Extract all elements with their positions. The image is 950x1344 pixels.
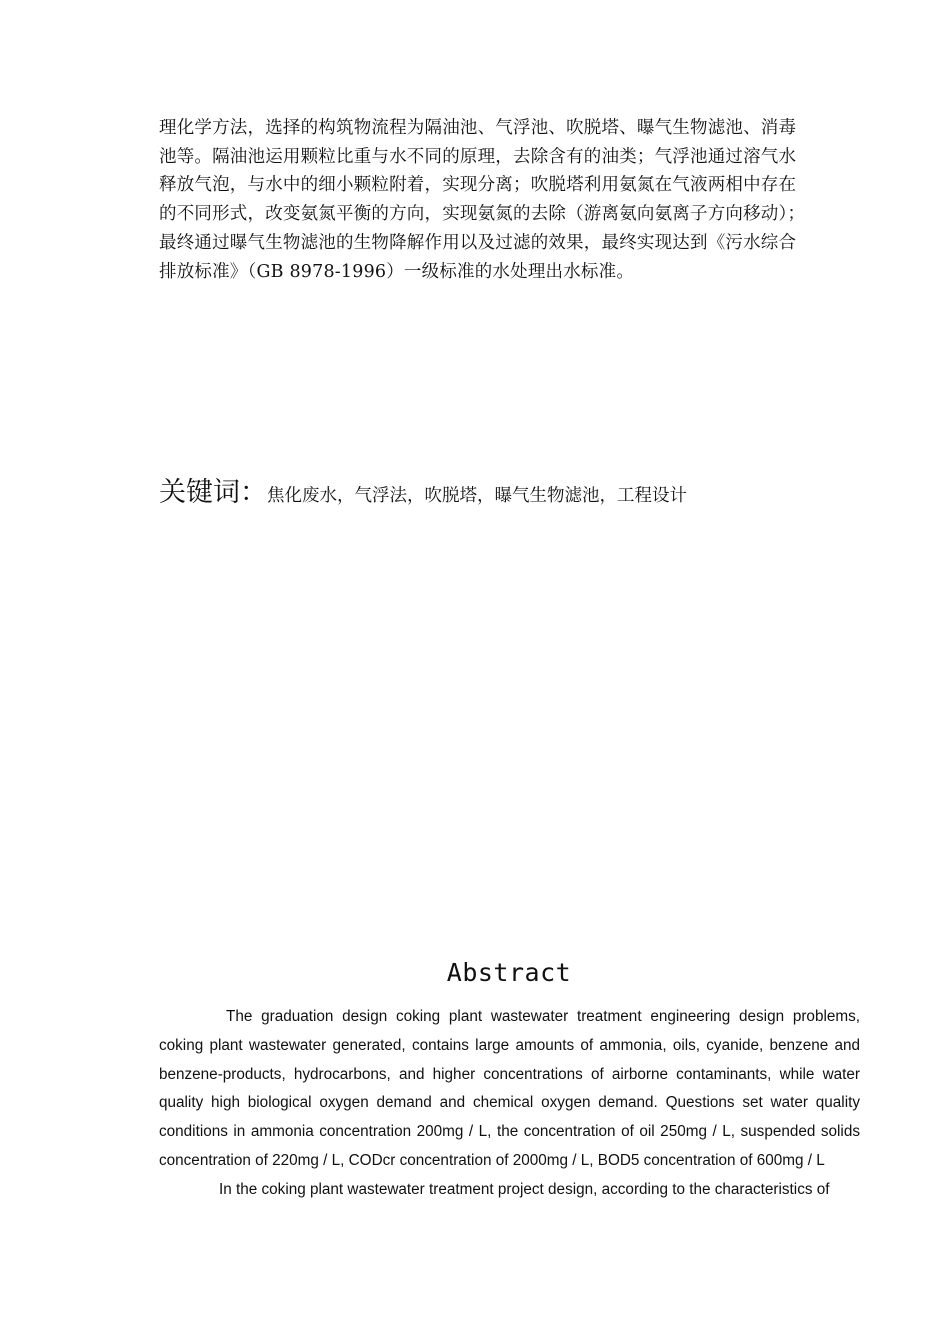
text-line: 排放标准》（GB 8978-1996）一级标准的水处理出水标准。 <box>159 261 635 282</box>
text-line: 池等。隔油池运用颗粒比重与水不同的原理，去除含有的油类；气浮池通过溶气水 <box>159 146 797 167</box>
abstract-paragraph-1: The graduation design coking plant wastewater treatment engineering design problems, coking plant wastewater generated, contains large amounts of ammonia, oils, cyanide, benzene and benzene-products, hydrocarbons, and higher concentrations of airborne contaminants, while water quality high biological oxygen demand and chemical oxygen demand. Questions set water quality conditions in ammonia concentration 200mg / L, the concentration of oil 250mg / L, suspended solids concentration of 220mg / L, CODcr concentration of 2000mg / L, BOD5 concentration of 600mg / L <box>159 1008 860 1169</box>
chinese-body-paragraph <box>159 114 861 286</box>
text-line: 释放气泡，与水中的细小颗粒附着，实现分离；吹脱塔利用氨氮在气液两相中存在 <box>159 175 797 196</box>
text-line: 的不同形式，改变氨氮平衡的方向，实现氨氮的去除（游离氨向氨离子方向移动）； <box>159 204 806 225</box>
keywords-section <box>159 470 687 509</box>
abstract-title: Abstract <box>446 958 572 987</box>
abstract-paragraph-2: In the coking plant wastewater treatment project design, according to the characteristics of <box>219 1180 830 1198</box>
text-line: 最终通过曝气生物滤池的生物降解作用以及过滤的效果，最终实现达到《污水综合 <box>159 232 797 253</box>
abstract-body <box>159 1003 860 1205</box>
keywords-text: 焦化废水，气浮法，吹脱塔，曝气生物滤池，工程设计 <box>267 486 687 506</box>
text-line: 理化学方法，选择的构筑物流程为隔油池、气浮池、吹脱塔、曝气生物滤池、消毒 <box>159 118 797 138</box>
keywords-label: 关键词： <box>159 477 267 508</box>
